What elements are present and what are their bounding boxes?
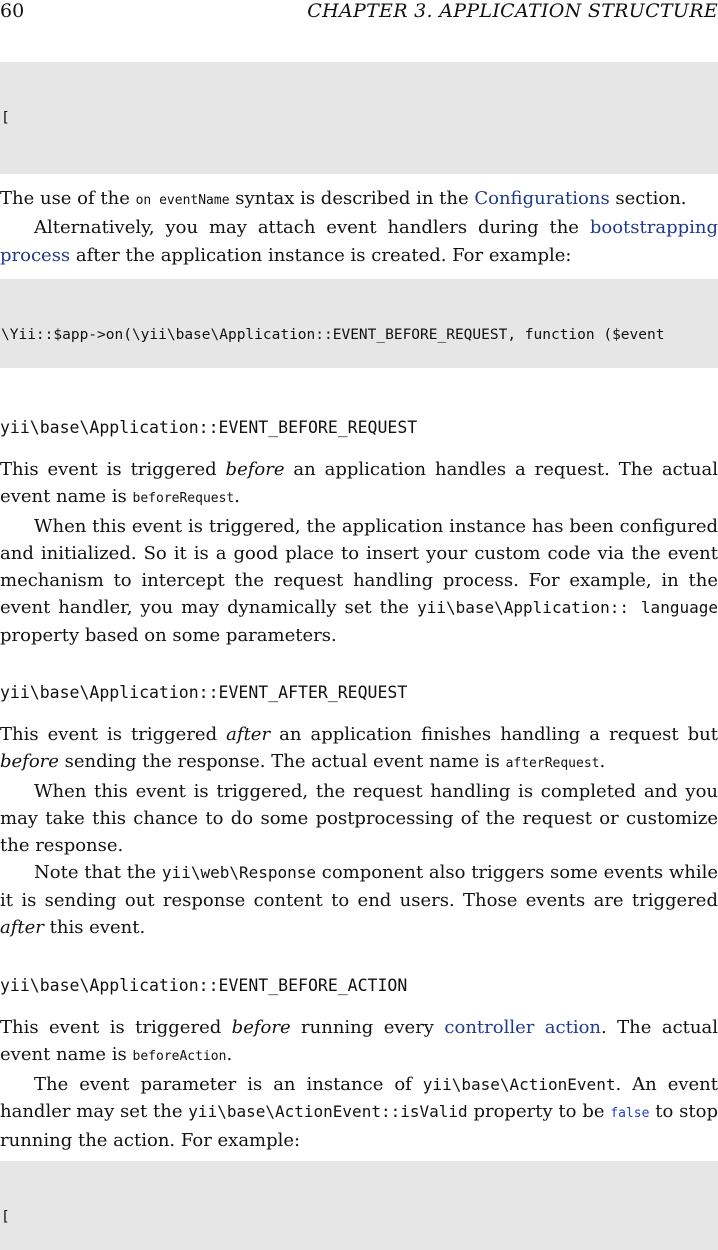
section-body [0,1014,718,1154]
paragraph: The event parameter is an instance of yii\base\ActionEvent. An event handler may set the yii\base\ActionEvent::isValid property to be false to stop running the action. For example: [0,1073,718,1152]
paragraph: This event is triggered before running every controller action. The actual event name is beforeAction. [0,1017,718,1066]
paragraph: When this event is triggered, the application instance has been configured and initialized. So it is a good place to insert your custom code via the event mechanism to intercept the request handling process. For example, in the event handler, you may dynamically set the yii\base\Application:: language property based on some parameters. [0,515,718,646]
inline-code: on eventName [135,193,230,208]
inline-code: yii\base\ActionEvent::isValid [188,1101,468,1121]
paragraph: This event is triggered after an application finishes handling a request but before sending the response. The actual event name is afterRequest. [0,724,718,773]
inline-code: yii\base\Application:: language [417,598,718,618]
paragraph: The use of the on eventName syntax is described in the Configurations section. [0,188,687,209]
code-line: \Yii::$app->on(\yii\base\Application::EVENT_BEFORE_REQUEST, function ($event [1,327,665,343]
section-body [0,456,718,649]
paragraph: Note that the yii\web\Response component also triggers some events while it is sending out response content to end users. Those events are triggered after this event. [0,862,718,939]
running-header [0,0,718,26]
code-block-config [0,62,718,174]
inline-keyword: false [610,1105,650,1121]
code-block-bootstrap [0,279,718,368]
paragraph: This event is triggered before an application handles a request. The actual event name is beforeRequest. [0,459,718,508]
inline-code: beforeRequest [132,491,235,507]
inline-code: afterRequest [505,756,600,772]
page-number: 60 [0,0,25,22]
inline-code: yii\web\Response [161,863,317,883]
controller-action-link[interactable]: controller action [444,1017,602,1038]
code-line: [ [1,110,10,126]
chapter-title: CHAPTER 3. APPLICATION STRUCTURE [307,0,718,22]
inline-code: beforeAction [132,1049,227,1065]
bootstrapping-link[interactable]: bootstrapping process [0,217,718,266]
code-line: [ [1,1209,10,1225]
section-heading: yii\base\Application::EVENT_BEFORE_REQUEST [0,418,418,437]
code-line [1,173,718,174]
code-block-before-action [0,1161,718,1250]
paragraph: Alternatively, you may attach event handlers during the bootstrapping process after the application instance is created. For example: [0,217,718,266]
text-intro [0,185,718,269]
paragraph: When this event is triggered, the request handling is completed and you may take this chance to do some postprocessing of the request or customize the response. [0,780,718,857]
section-heading: yii\base\Application::EVENT_BEFORE_ACTION [0,976,408,995]
inline-code: yii\base\ActionEvent [422,1074,616,1094]
section-heading: yii\base\Application::EVENT_AFTER_REQUEST [0,683,408,702]
configurations-link[interactable]: Configurations [474,188,610,209]
section-body [0,721,718,941]
